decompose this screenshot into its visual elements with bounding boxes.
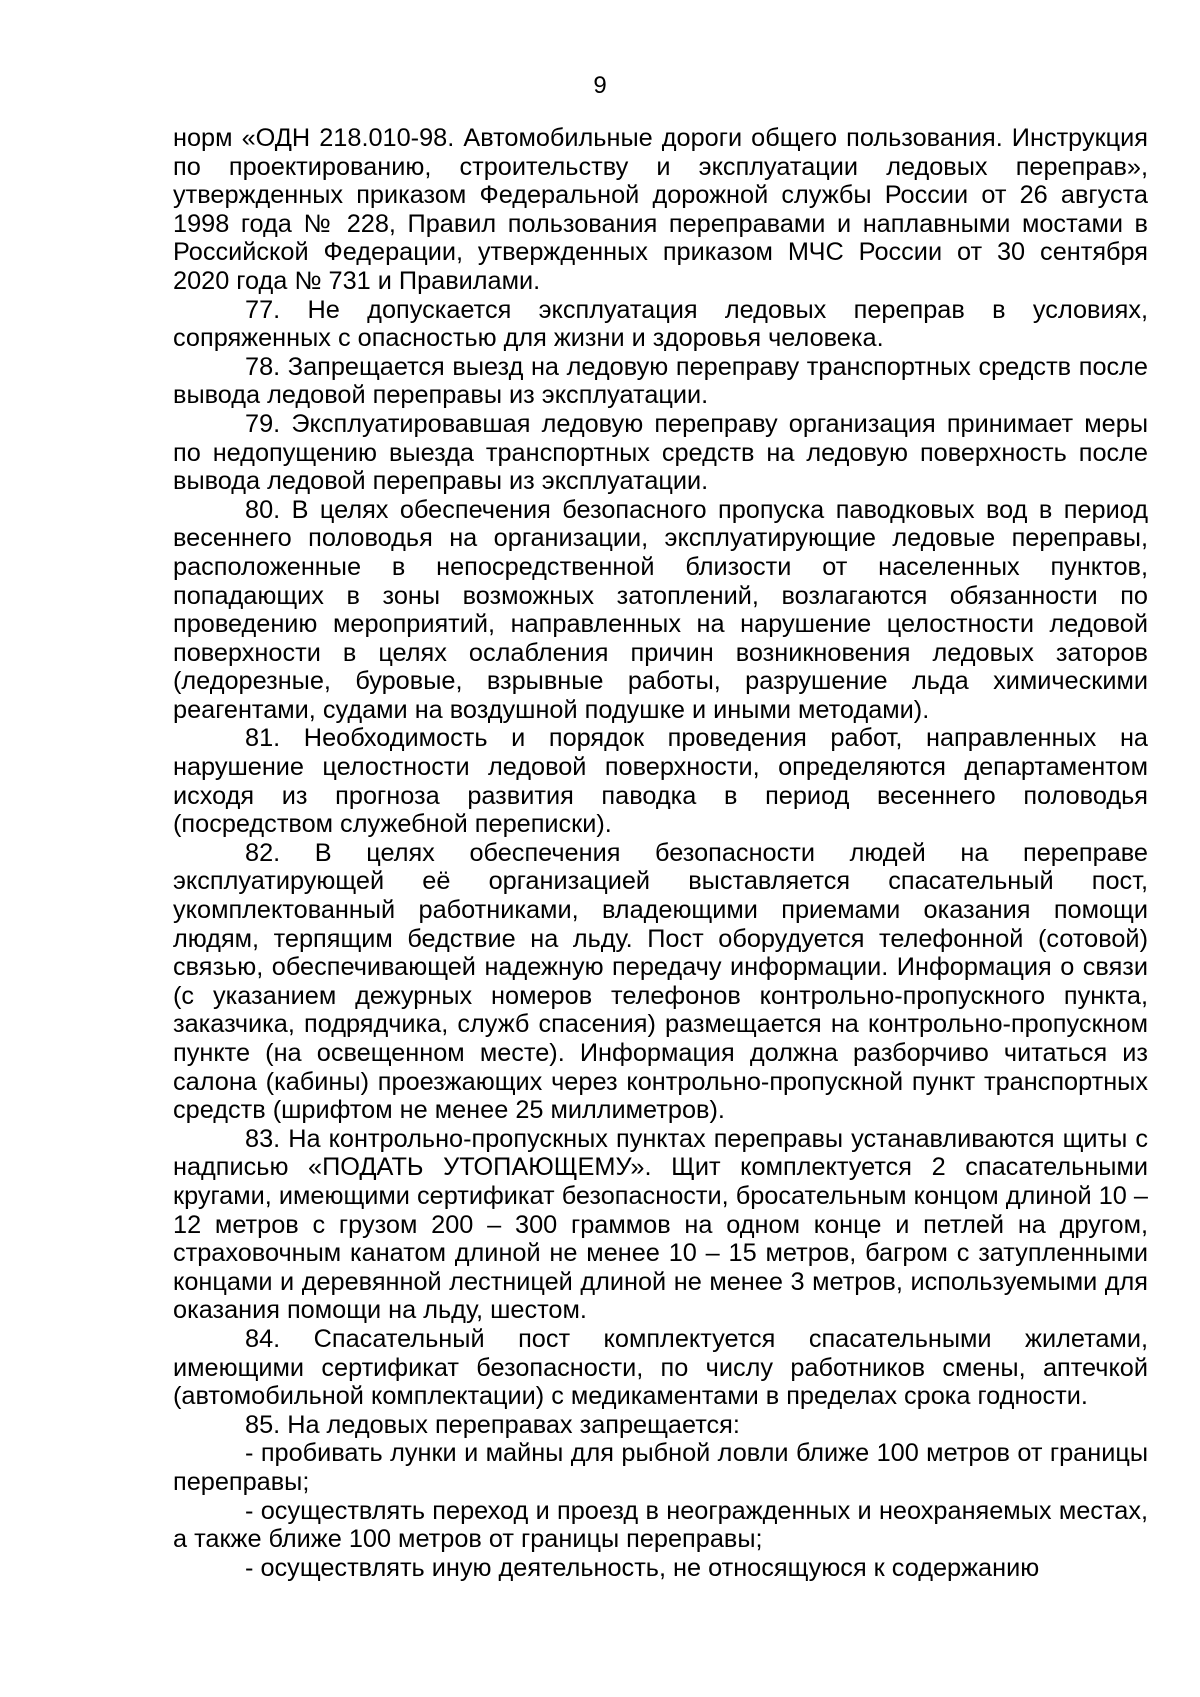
list-item: - осуществлять переход и проезд в неогражденных и неохраняемых местах, а также ближе 100 метров от границы переправы;: [173, 1496, 1148, 1554]
paragraph-85: 85. На ледовых переправах запрещается:: [245, 1410, 740, 1439]
paragraph-77: 77. Не допускается эксплуатация ледовых переправ в условиях, сопряженных с опасностью для жизни и здоровья человека.: [173, 295, 1148, 353]
paragraph-82: 82. В целях обеспечения безопасности людей на переправе эксплуатирующей её организацией выставляется спасательный пост, укомплектованный работниками, владеющими приемами оказания помощи людям, терпящим бедствие на льду. Пост оборудуется телефонной (сотовой) связью, обеспечивающей надежную передачу информации. Информация о связи (с указанием дежурных номеров телефонов контрольно-пропускного пункта, заказчика, подрядчика, служб спасения) размещается на контрольно-пропускном пункте (на освещенном месте). Информация должна разборчиво читаться из салона (кабины) проезжающих через контрольно-пропускной пункт транспортных средств (шрифтом не менее 25 миллиметров).: [173, 838, 1148, 1125]
document-body: [173, 124, 1148, 1582]
paragraph-continuation: норм «ОДН 218.010-98. Автомобильные дороги общего пользования. Инструкция по проектированию, строительству и эксплуатации ледовых переправ», утвержденных приказом Федеральной дорожной службы России от 26 августа 1998 года № 228, Правил пользования переправами и наплавными мостами в Российской Федерации, утвержденных приказом МЧС России от 30 сентября 2020 года № 731 и Правилами.: [173, 124, 1148, 295]
paragraph-83: 83. На контрольно-пропускных пунктах переправы устанавливаются щиты с надписью «ПОДАТЬ УТОПАЮЩЕМУ». Щит комплектуется 2 спасательными кругами, имеющими сертификат безопасности, бросательным концом длиной 10 – 12 метров с грузом 200 – 300 граммов на одном конце и петлей на другом, страховочным канатом длиной не менее 10 – 15 метров, багром с затупленными концами и деревянной лестницей длиной не менее 3 метров, используемыми для оказания помощи на льду, шестом.: [173, 1124, 1148, 1325]
list-item: - осуществлять иную деятельность, не относящуюся к содержанию: [245, 1553, 1040, 1582]
paragraph-81: 81. Необходимость и порядок проведения работ, направленных на нарушение целостности ледовой поверхности, определяются департаментом исходя из прогноза развития паводка в период весеннего половодья (посредством служебной переписки).: [173, 724, 1148, 839]
paragraph-80: 80. В целях обеспечения безопасного пропуска паводковых вод в период весеннего половодья на организации, эксплуатирующие ледовые переправы, расположенные в непосредственной близости от населенных пунктов, попадающих в зоны возможных затоплений, возлагаются обязанности по проведению мероприятий, направленных на нарушение целостности ледовой поверхности в целях ослабления причин возникновения ледовых заторов (ледорезные, буровые, взрывные работы, разрушение льда химическими реагентами, судами на воздушной подушке и иными методами).: [173, 495, 1148, 724]
page-number: 9: [593, 72, 607, 99]
paragraph-78: 78. Запрещается выезд на ледовую переправу транспортных средств после вывода ледовой переправы из эксплуатации.: [173, 352, 1148, 410]
paragraph-84: 84. Спасательный пост комплектуется спасательными жилетами, имеющими сертификат безопасности, по числу работников смены, аптечкой (автомобильной комплектации) с медикаментами в пределах срока годности.: [173, 1324, 1148, 1411]
paragraph-79: 79. Эксплуатировавшая ледовую переправу организация принимает меры по недопущению выезда транспортных средств на ледовую поверхность после вывода ледовой переправы из эксплуатации.: [173, 409, 1148, 496]
list-item: - пробивать лунки и майны для рыбной ловли ближе 100 метров от границы переправы;: [173, 1439, 1148, 1496]
